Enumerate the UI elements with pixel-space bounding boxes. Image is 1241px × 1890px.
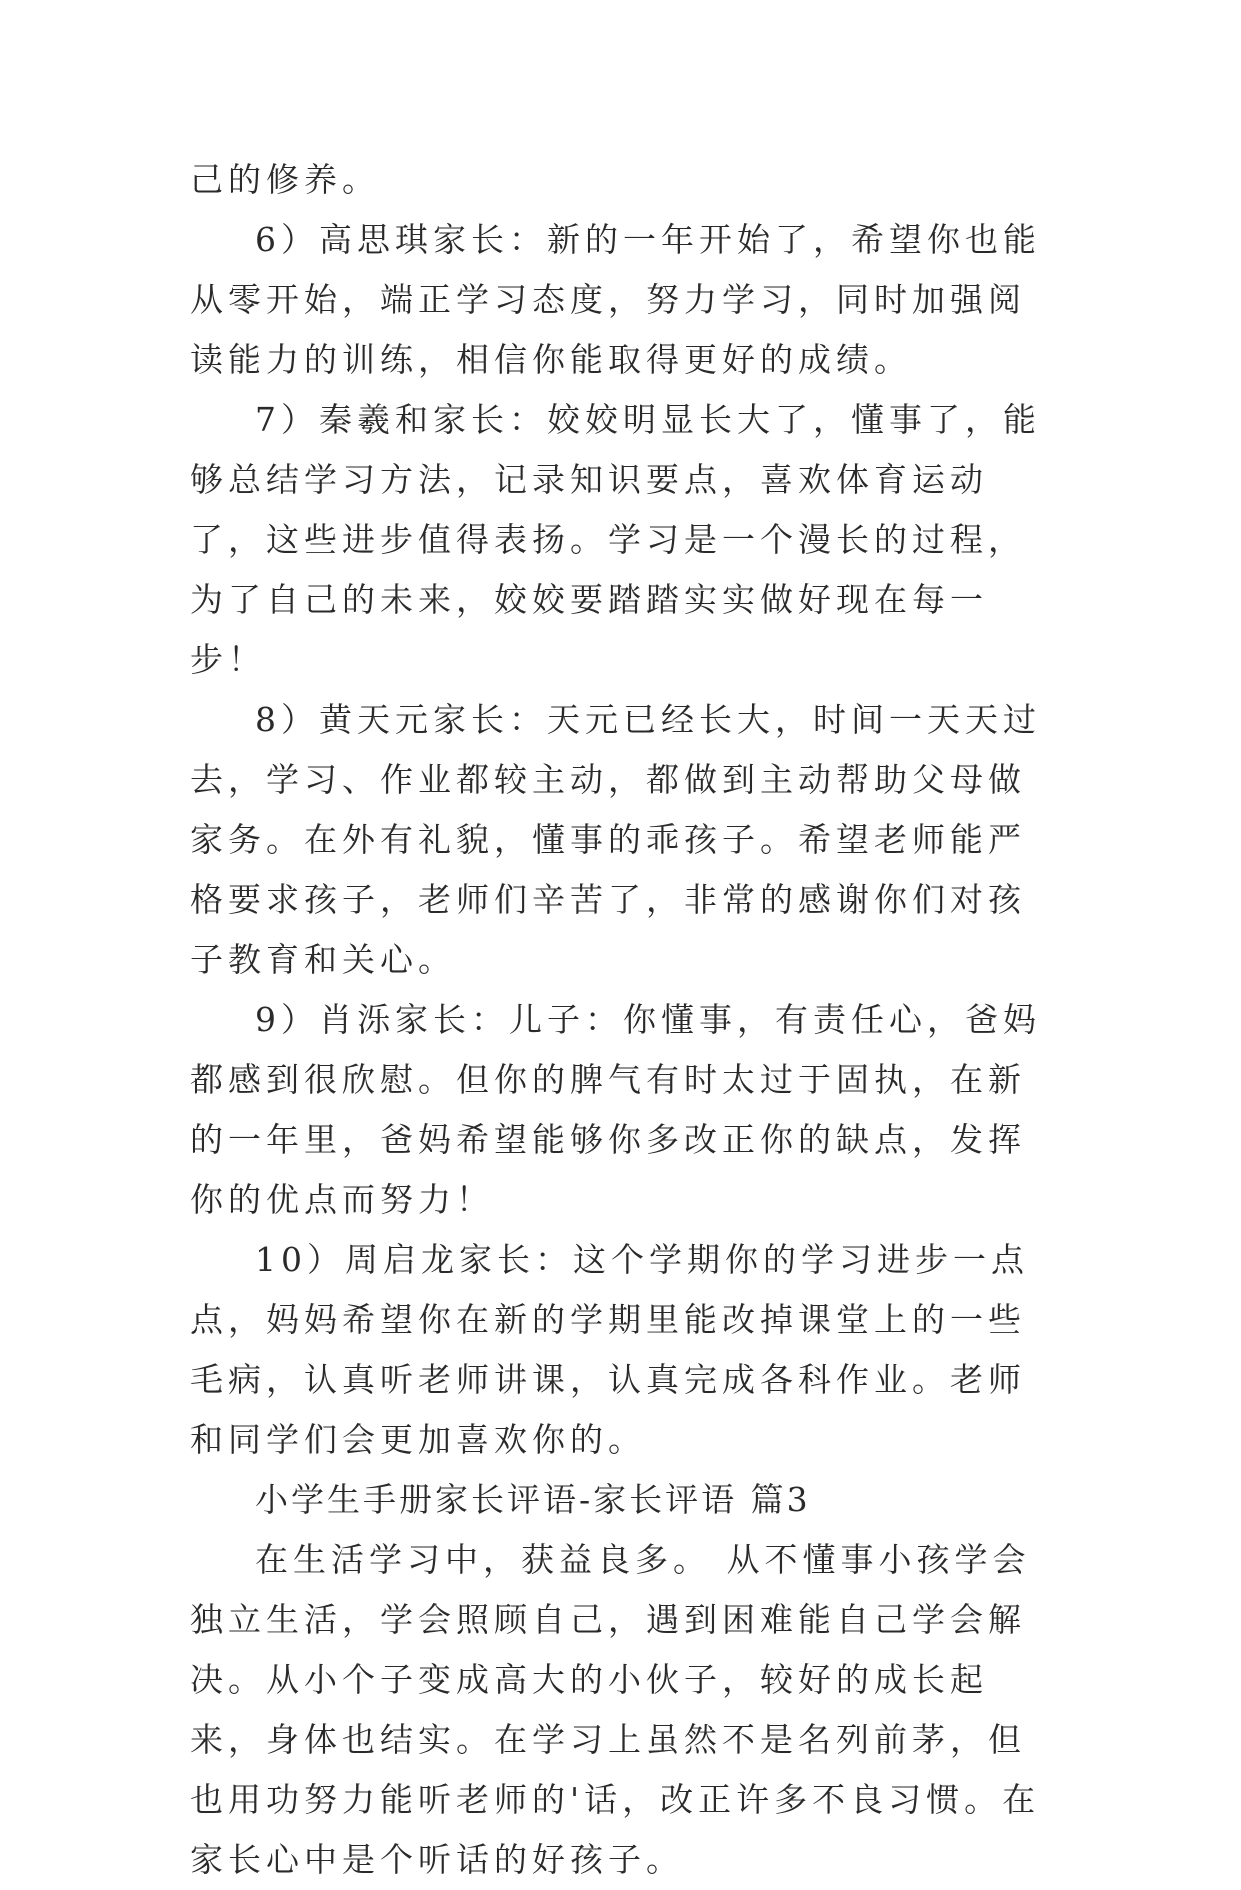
document-body xyxy=(190,150,1060,1890)
section-heading: 小学生手册家长评语-家长评语 篇3 xyxy=(255,1480,811,1519)
paragraph-comment-8: 8）黄天元家长：天元已经长大，时间一天天过去，学习、作业都较主动，都做到主动帮助父母做家务。在外有礼貌，懂事的乖孩子。希望老师能严格要求孩子，老师们辛苦了，非常的感谢你们对孩子教育和关心。 xyxy=(190,700,1041,979)
paragraph-comment-7: 7）秦羲和家长：姣姣明显长大了，懂事了，能够总结学习方法，记录知识要点，喜欢体育运动了，这些进步值得表扬。学习是一个漫长的过程，为了自己的未来，姣姣要踏踏实实做好现在每一步！ xyxy=(190,400,1041,679)
paragraph-comment-10: 10）周启龙家长：这个学期你的学习进步一点点，妈妈希望你在新的学期里能改掉课堂上的一些毛病，认真听老师讲课，认真完成各科作业。老师和同学们会更加喜欢你的。 xyxy=(190,1240,1029,1459)
paragraph-closing: 在生活学习中，获益良多。 从不懂事小孩学会独立生活，学会照顾自己，遇到困难能自己学会解决。从小个子变成高大的小伙子，较好的成长起来，身体也结实。在学习上虽然不是名列前茅，但也用功努力能听老师的'话，改正许多不良习惯。在家长心中是个听话的好孩子。 xyxy=(190,1540,1041,1879)
paragraph-comment-9: 9）肖泺家长：儿子：你懂事，有责任心，爸妈都感到很欣慰。但你的脾气有时太过于固执，在新的一年里，爸妈希望能够你多改正你的缺点，发挥你的优点而努力！ xyxy=(190,1000,1041,1219)
paragraph-continuation: 己的修养。 xyxy=(190,160,380,199)
paragraph-comment-6: 6）高思琪家长：新的一年开始了，希望你也能从零开始，端正学习态度，努力学习，同时加强阅读能力的训练，相信你能取得更好的成绩。 xyxy=(190,220,1041,379)
